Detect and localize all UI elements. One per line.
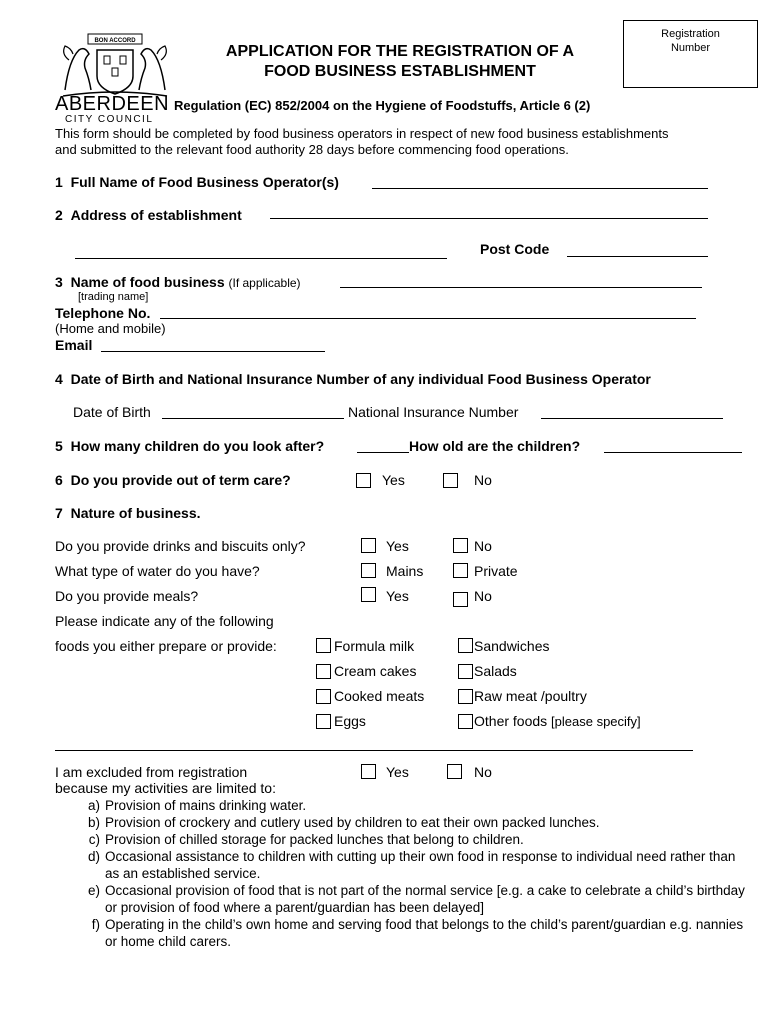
meals-no-checkbox[interactable]	[453, 592, 468, 607]
telephone-note: (Home and mobile)	[55, 321, 166, 336]
children-count-field[interactable]	[357, 452, 409, 453]
formula-milk-checkbox[interactable]	[316, 638, 331, 653]
exclusion-item-a-label: a)	[87, 798, 100, 813]
registration-number-label	[624, 27, 757, 55]
drinks-question: Do you provide drinks and biscuits only?	[55, 538, 306, 554]
salads-label: Salads	[474, 663, 517, 679]
water-private-checkbox[interactable]	[453, 563, 468, 578]
q4-label	[55, 371, 651, 387]
registration-number-box[interactable]	[623, 20, 758, 88]
drinks-yes-label: Yes	[386, 538, 409, 554]
term-care-yes-label: Yes	[382, 472, 405, 488]
coat-of-arms-icon	[55, 30, 175, 100]
q6-text: Do you provide out of term care?	[70, 472, 291, 488]
logo-council: CITY COUNCIL	[65, 114, 154, 125]
excluded-yes-checkbox[interactable]	[361, 764, 376, 779]
regulation-text: Regulation (EC) 852/2004 on the Hygiene of Foodstuffs, Article 6 (2)	[174, 98, 591, 113]
q2-label	[55, 207, 242, 223]
water-mains-label: Mains	[386, 563, 424, 579]
q2-text: Address of establishment	[70, 207, 242, 223]
q4-text: Date of Birth and National Insurance Number of any individual Food Business Operator	[70, 371, 651, 387]
drinks-no-checkbox[interactable]	[453, 538, 468, 553]
ni-field[interactable]	[541, 418, 723, 419]
q7-label	[55, 505, 201, 521]
intro-line1: This form should be completed by food business operators in respect of new food business establishments	[55, 126, 669, 141]
q6-label	[55, 472, 291, 488]
cooked-meats-checkbox[interactable]	[316, 689, 331, 704]
sandwiches-checkbox[interactable]	[458, 638, 473, 653]
exclusion-item-a-text: Provision of mains drinking water.	[105, 798, 307, 813]
formula-milk-label: Formula milk	[334, 638, 415, 654]
dob-field[interactable]	[162, 418, 344, 419]
excluded-line1: I am excluded from registration	[55, 764, 248, 780]
q1-label	[55, 174, 339, 190]
meals-question: Do you provide meals?	[55, 588, 199, 604]
exclusion-item-c	[78, 831, 745, 848]
other-foods-checkbox[interactable]	[458, 714, 473, 729]
exclusion-item-b-text: Provision of crockery and cutlery used by children to eat their own packed lunches.	[105, 815, 600, 830]
salads-checkbox[interactable]	[458, 664, 473, 679]
q2-number: 2	[55, 207, 63, 223]
term-care-no-checkbox[interactable]	[443, 473, 458, 488]
sandwiches-label: Sandwiches	[474, 638, 550, 654]
ni-label: National Insurance Number	[348, 404, 519, 420]
q1-number: 1	[55, 174, 63, 190]
council-logo	[55, 30, 175, 125]
other-foods-text: Other foods	[474, 713, 548, 729]
q5-text: How many children do you look after?	[70, 438, 325, 454]
q3-number: 3	[55, 274, 63, 290]
exclusion-item-f-label: f)	[91, 917, 100, 932]
exclusion-item-d-label: d)	[87, 849, 100, 864]
exclusion-item-b-label: b)	[87, 815, 100, 830]
cooked-meats-label: Cooked meats	[334, 688, 425, 704]
exclusion-item-f-text: Operating in the child’s own home and serving food that belongs to the child’s parent/guardian e.g. nannies or home child carers.	[105, 917, 744, 949]
q3-label	[55, 274, 301, 290]
excluded-line2: because my activities are limited to:	[55, 780, 276, 796]
registration-label-line1: Registration	[661, 28, 720, 40]
exclusion-item-d-text: Occasional assistance to children with cutting up their own food in response to individual need rather than as an established service.	[105, 849, 736, 881]
exclusion-item-c-text: Provision of chilled storage for packed lunches that belong to children.	[105, 832, 524, 847]
exclusion-item-c-label: c)	[88, 832, 100, 847]
address-field-1[interactable]	[270, 218, 708, 219]
logo-city: ABERDEEN	[55, 93, 170, 115]
water-private-label: Private	[474, 563, 518, 579]
telephone-label: Telephone No.	[55, 305, 151, 321]
operator-name-field[interactable]	[372, 188, 708, 189]
eggs-checkbox[interactable]	[316, 714, 331, 729]
telephone-field[interactable]	[160, 318, 696, 319]
form-title	[175, 42, 625, 82]
excluded-yes-label: Yes	[386, 764, 409, 780]
q7-text: Nature of business.	[70, 505, 201, 521]
q5-number: 5	[55, 438, 63, 454]
other-foods-specify-field[interactable]	[55, 750, 693, 751]
q5-label	[55, 438, 324, 454]
eggs-label: Eggs	[334, 713, 366, 729]
dob-label: Date of Birth	[73, 404, 151, 420]
q3-note: (If applicable)	[228, 276, 301, 290]
drinks-yes-checkbox[interactable]	[361, 538, 376, 553]
raw-meat-checkbox[interactable]	[458, 689, 473, 704]
meals-no-label: No	[474, 588, 492, 604]
trading-name-label: [trading name]	[78, 291, 149, 303]
exclusion-item-e-text: Occasional provision of food that is not part of the normal service [e.g. a cake to celebrate a child’s birthday or provision of food where a parent/guardian has been delayed]	[105, 883, 745, 915]
email-label: Email	[55, 337, 93, 353]
other-foods-note: [please specify]	[551, 714, 641, 729]
intro-text	[55, 126, 669, 158]
q4-number: 4	[55, 371, 63, 387]
exclusion-item-b	[78, 814, 745, 831]
cream-cakes-label: Cream cakes	[334, 663, 417, 679]
email-field[interactable]	[101, 351, 325, 352]
registration-label-line2: Number	[670, 42, 711, 54]
postcode-label: Post Code	[480, 241, 550, 257]
raw-meat-label: Raw meat /poultry	[474, 688, 587, 704]
meals-yes-checkbox[interactable]	[361, 587, 376, 602]
intro-line2: and submitted to the relevant food authority 28 days before commencing food operations.	[55, 142, 569, 157]
q6-number: 6	[55, 472, 63, 488]
form-title-line1: APPLICATION FOR THE REGISTRATION OF A	[225, 43, 575, 60]
foods-question-line2: foods you either prepare or provide:	[55, 638, 277, 654]
form-title-line2: FOOD BUSINESS ESTABLISHMENT	[264, 63, 536, 80]
q5-label2: How old are the children?	[409, 438, 581, 454]
exclusion-item-e-label: e)	[87, 883, 100, 898]
cream-cakes-checkbox[interactable]	[316, 664, 331, 679]
address-field-2[interactable]	[75, 258, 447, 259]
q7-number: 7	[55, 505, 63, 521]
term-care-no-label: No	[474, 472, 492, 488]
term-care-yes-checkbox[interactable]	[356, 473, 371, 488]
children-age-field[interactable]	[604, 452, 742, 453]
q1-text: Full Name of Food Business Operator(s)	[70, 174, 339, 190]
business-name-field[interactable]	[340, 287, 702, 288]
excluded-no-label: No	[474, 764, 492, 780]
water-question: What type of water do you have?	[55, 563, 260, 579]
meals-yes-label: Yes	[386, 588, 409, 604]
other-foods-label	[474, 713, 641, 729]
logo-motto: BON ACCORD	[94, 38, 136, 44]
exclusion-item-f	[78, 916, 745, 950]
foods-question-line1: Please indicate any of the following	[55, 613, 274, 629]
excluded-no-checkbox[interactable]	[447, 764, 462, 779]
exclusion-item-e	[78, 882, 745, 916]
exclusion-item-d	[78, 848, 745, 882]
exclusion-item-a	[78, 797, 745, 814]
postcode-field[interactable]	[567, 256, 708, 257]
q3-text: Name of food business	[70, 274, 225, 290]
water-mains-checkbox[interactable]	[361, 563, 376, 578]
drinks-no-label: No	[474, 538, 492, 554]
